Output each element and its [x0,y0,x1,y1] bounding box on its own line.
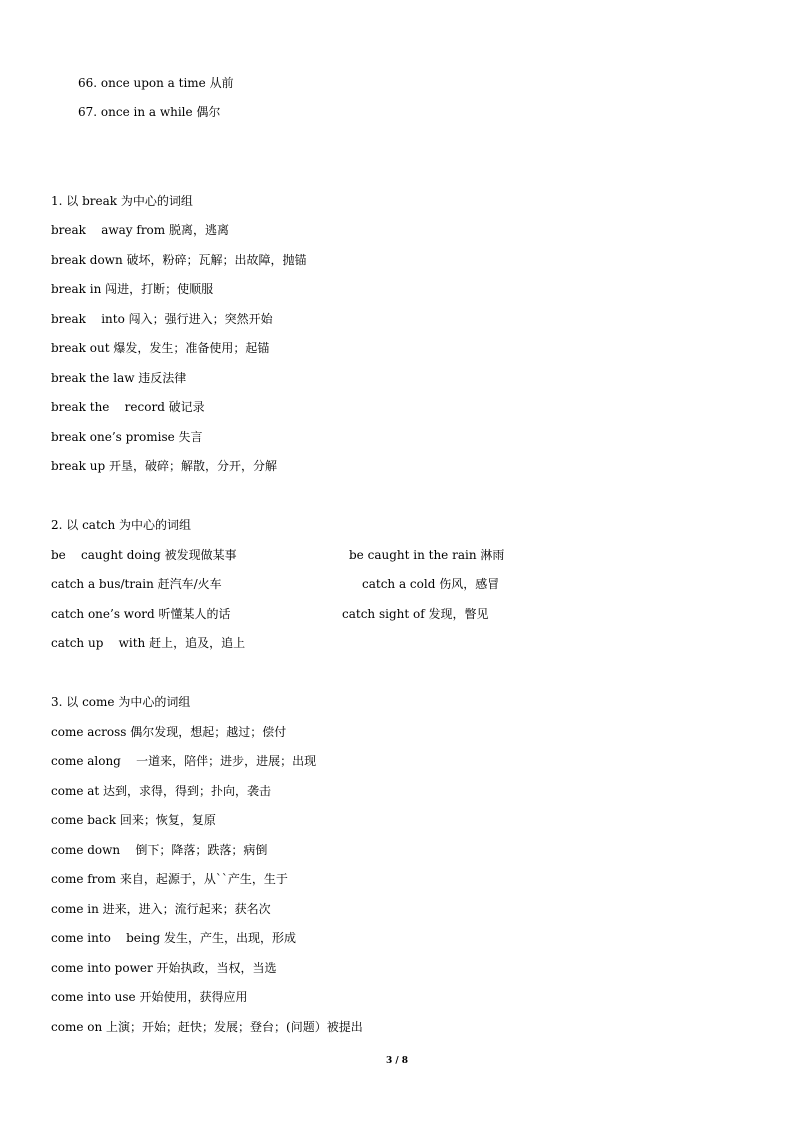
section-heading-come: 3. 以 come 为中心的词组 [51,695,191,709]
list-item: break down 破坏，粉碎；瓦解；出故障，抛锚 [51,253,307,267]
list-item-left: be caught doing 被发现做某事 [51,548,237,562]
list-item: come at 达到，求得，得到；扑向，袭击 [51,784,272,798]
list-item: come along 一道来，陪伴；进步，进展；出现 [51,754,317,768]
list-item: come on 上演；开始；赶快；发展；登台；(问题）被提出 [51,1020,363,1034]
list-item: come back 回来；恢复，复原 [51,813,216,827]
list-item: break one’s promise 失言 [51,430,203,444]
section-heading-break: 1. 以 break 为中心的词组 [51,194,193,208]
intro-line-66: 66. once upon a time 从前 [78,76,234,90]
intro-line-67: 67. once in a while 偶尔 [78,105,221,119]
list-item-right: catch sight of 发现，瞥见 [342,607,489,621]
list-item-left: catch one’s word 听懂某人的话 [51,607,231,621]
list-item: come into power 开始执政，当权，当选 [51,961,277,975]
list-item: break in 闯进，打断；使顺服 [51,282,214,296]
list-item: break the record 破记录 [51,400,205,414]
list-item: break the law 违反法律 [51,371,187,385]
list-item: come into use 开始使用，获得应用 [51,990,248,1004]
list-item: come down 倒下；降落；跌落；病倒 [51,843,268,857]
list-item: break into 闯入；强行进入；突然开始 [51,312,273,326]
list-item-right: catch a cold 伤风，感冒 [362,577,500,591]
list-item: come in 进来，进入；流行起来；获名次 [51,902,271,916]
list-item: break out 爆发，发生；准备使用；起锚 [51,341,270,355]
list-item: come from 来自，起源于，从``产生，生于 [51,872,288,886]
list-item: come across 偶尔发现，想起；越过；偿付 [51,725,287,739]
list-item-left: catch a bus/train 赶汽车/火车 [51,577,222,591]
list-item: come into being 发生，产生，出现，形成 [51,931,296,945]
list-item: break away from 脱离，逃离 [51,223,229,237]
page-number: 3 / 8 [385,1056,409,1066]
section-heading-catch: 2. 以 catch 为中心的词组 [51,518,192,532]
list-item-left: catch up with 赶上，追及，追上 [51,636,246,650]
list-item: break up 开垦，破碎；解散，分开，分解 [51,459,277,473]
list-item-right: be caught in the rain 淋雨 [349,548,505,562]
